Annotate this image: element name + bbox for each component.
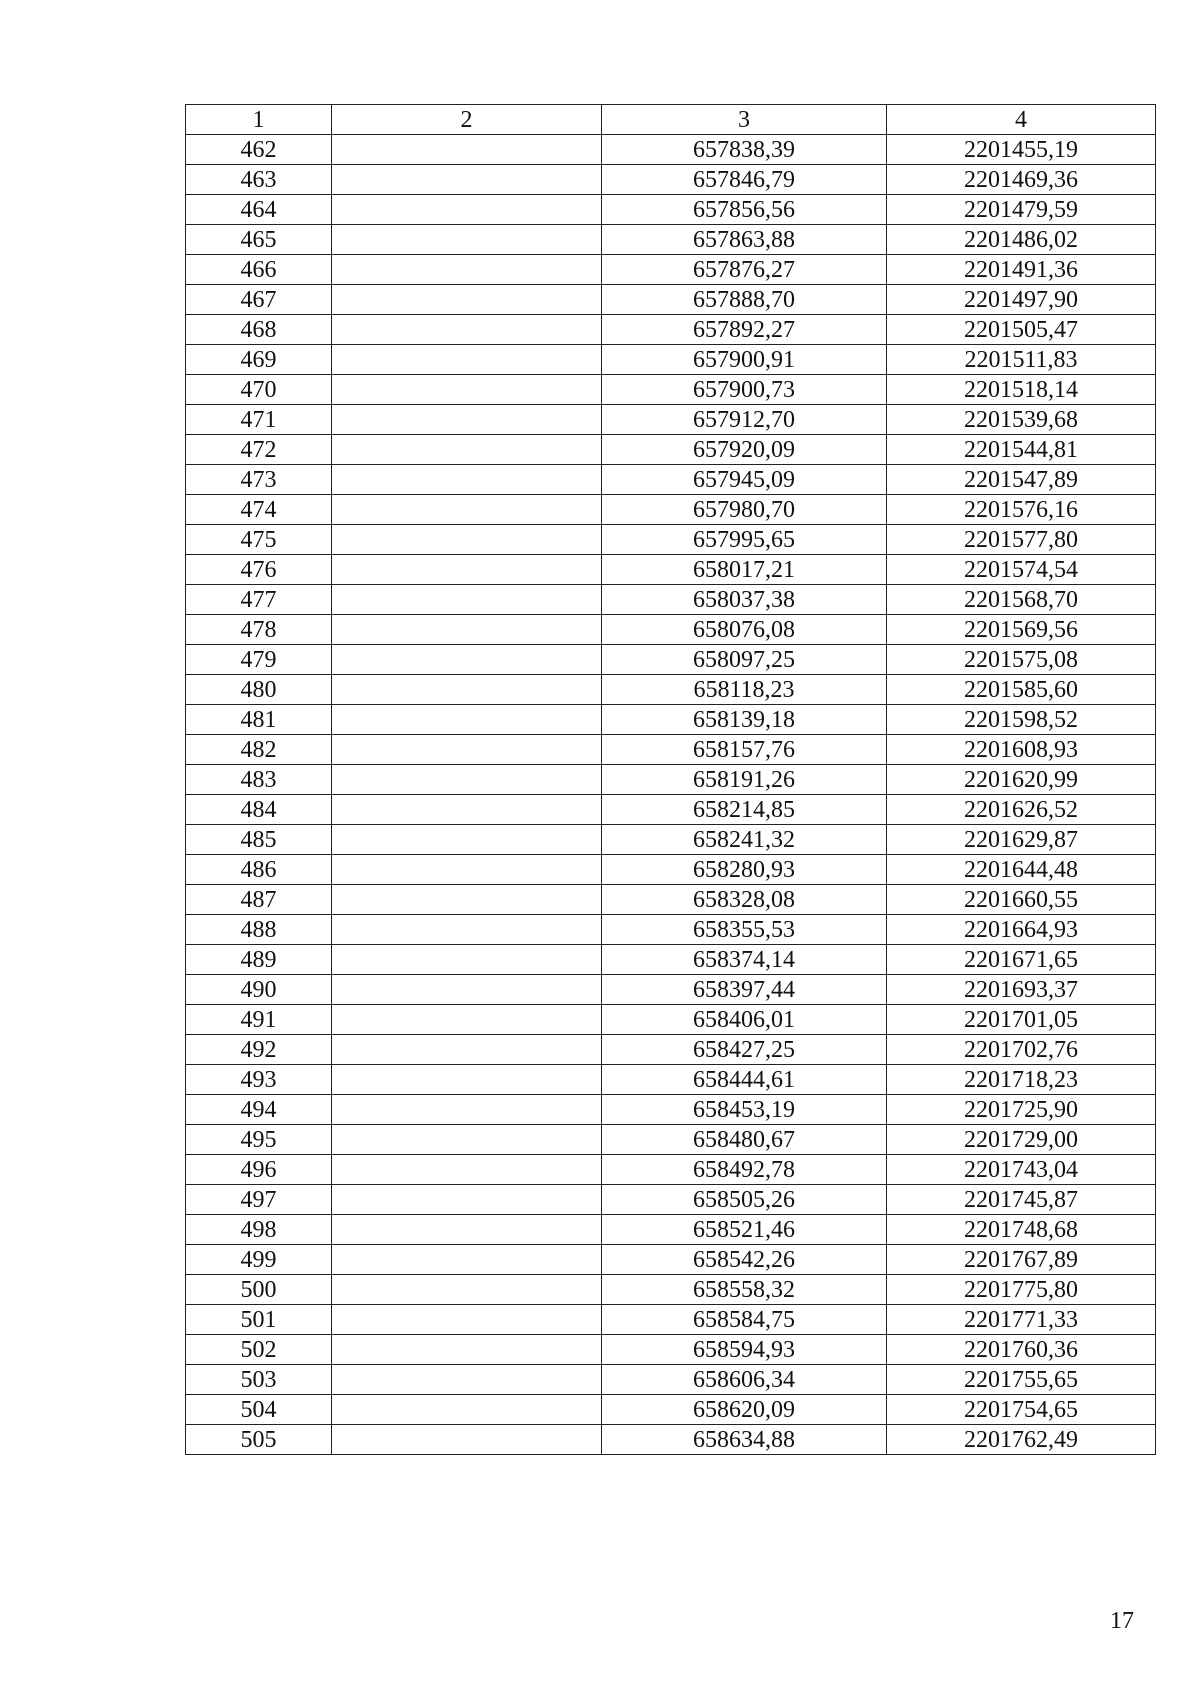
point-number-cell: 462 [186,135,332,165]
point-number-cell: 477 [186,585,332,615]
x-coordinate-cell: 657888,70 [602,285,887,315]
y-coordinate-cell: 2201755,65 [887,1365,1156,1395]
x-coordinate-cell: 657892,27 [602,315,887,345]
x-coordinate-cell: 658037,38 [602,585,887,615]
x-coordinate-cell: 657995,65 [602,525,887,555]
x-coordinate-cell: 658427,25 [602,1035,887,1065]
x-coordinate-cell: 658542,26 [602,1245,887,1275]
x-coordinate-cell: 658444,61 [602,1065,887,1095]
point-number-cell: 480 [186,675,332,705]
point-number-cell: 467 [186,285,332,315]
column-2-cell [332,1065,602,1095]
x-coordinate-cell: 658505,26 [602,1185,887,1215]
table-row [186,855,1156,885]
x-coordinate-cell: 658139,18 [602,705,887,735]
x-coordinate-cell: 658406,01 [602,1005,887,1035]
y-coordinate-cell: 2201547,89 [887,465,1156,495]
x-coordinate-cell: 658374,14 [602,945,887,975]
table-row [186,345,1156,375]
point-number-cell: 474 [186,495,332,525]
point-number-cell: 495 [186,1125,332,1155]
column-2-cell [332,885,602,915]
x-coordinate-cell: 657900,73 [602,375,887,405]
table-row [186,435,1156,465]
table-row [186,1275,1156,1305]
table-row [186,285,1156,315]
y-coordinate-cell: 2201743,04 [887,1155,1156,1185]
table-row [186,795,1156,825]
table-row [186,915,1156,945]
column-2-cell [332,555,602,585]
x-coordinate-cell: 658584,75 [602,1305,887,1335]
column-2-cell [332,495,602,525]
table-row [186,735,1156,765]
y-coordinate-cell: 2201486,02 [887,225,1156,255]
table-row [186,495,1156,525]
column-2-cell [332,1095,602,1125]
header-cell-column-2: 2 [332,105,602,135]
column-2-cell [332,945,602,975]
y-coordinate-cell: 2201745,87 [887,1185,1156,1215]
table-row [186,255,1156,285]
x-coordinate-cell: 658076,08 [602,615,887,645]
y-coordinate-cell: 2201608,93 [887,735,1156,765]
coordinates-table [185,104,1156,1455]
column-2-cell [332,585,602,615]
table-row [186,1065,1156,1095]
y-coordinate-cell: 2201620,99 [887,765,1156,795]
point-number-cell: 492 [186,1035,332,1065]
table-header [186,105,1156,135]
x-coordinate-cell: 658480,67 [602,1125,887,1155]
y-coordinate-cell: 2201455,19 [887,135,1156,165]
y-coordinate-cell: 2201701,05 [887,1005,1156,1035]
y-coordinate-cell: 2201762,49 [887,1425,1156,1455]
y-coordinate-cell: 2201585,60 [887,675,1156,705]
x-coordinate-cell: 658328,08 [602,885,887,915]
column-2-cell [332,1035,602,1065]
point-number-cell: 483 [186,765,332,795]
page-number: 17 [1110,1608,1134,1634]
column-2-cell [332,255,602,285]
y-coordinate-cell: 2201575,08 [887,645,1156,675]
x-coordinate-cell: 657846,79 [602,165,887,195]
point-number-cell: 505 [186,1425,332,1455]
y-coordinate-cell: 2201771,33 [887,1305,1156,1335]
table-row [186,825,1156,855]
table-row [186,675,1156,705]
x-coordinate-cell: 658397,44 [602,975,887,1005]
point-number-cell: 465 [186,225,332,255]
point-number-cell: 482 [186,735,332,765]
table-row [186,525,1156,555]
x-coordinate-cell: 658558,32 [602,1275,887,1305]
table-row [186,1125,1156,1155]
column-2-cell [332,435,602,465]
x-coordinate-cell: 658606,34 [602,1365,887,1395]
header-cell-y-coordinate: 4 [887,105,1156,135]
point-number-cell: 472 [186,435,332,465]
y-coordinate-cell: 2201629,87 [887,825,1156,855]
table-row [186,1005,1156,1035]
x-coordinate-cell: 658097,25 [602,645,887,675]
y-coordinate-cell: 2201725,90 [887,1095,1156,1125]
table-row [186,945,1156,975]
point-number-cell: 493 [186,1065,332,1095]
table-row [186,1035,1156,1065]
column-2-cell [332,1275,602,1305]
y-coordinate-cell: 2201539,68 [887,405,1156,435]
column-2-cell [332,525,602,555]
x-coordinate-cell: 657876,27 [602,255,887,285]
column-2-cell [332,1305,602,1335]
column-2-cell [332,1365,602,1395]
header-cell-point-number: 1 [186,105,332,135]
y-coordinate-cell: 2201693,37 [887,975,1156,1005]
point-number-cell: 466 [186,255,332,285]
column-2-cell [332,405,602,435]
point-number-cell: 501 [186,1305,332,1335]
point-number-cell: 490 [186,975,332,1005]
y-coordinate-cell: 2201511,83 [887,345,1156,375]
table-row [186,975,1156,1005]
x-coordinate-cell: 658214,85 [602,795,887,825]
y-coordinate-cell: 2201702,76 [887,1035,1156,1065]
x-coordinate-cell: 658241,32 [602,825,887,855]
table-row [186,645,1156,675]
y-coordinate-cell: 2201518,14 [887,375,1156,405]
x-coordinate-cell: 658017,21 [602,555,887,585]
point-number-cell: 491 [186,1005,332,1035]
y-coordinate-cell: 2201729,00 [887,1125,1156,1155]
table-row [186,1425,1156,1455]
y-coordinate-cell: 2201754,65 [887,1395,1156,1425]
x-coordinate-cell: 658594,93 [602,1335,887,1365]
table-row [186,1305,1156,1335]
point-number-cell: 489 [186,945,332,975]
x-coordinate-cell: 658453,19 [602,1095,887,1125]
y-coordinate-cell: 2201664,93 [887,915,1156,945]
column-2-cell [332,1155,602,1185]
table-row [186,585,1156,615]
table-row [186,1185,1156,1215]
y-coordinate-cell: 2201574,54 [887,555,1156,585]
column-2-cell [332,855,602,885]
column-2-cell [332,465,602,495]
point-number-cell: 476 [186,555,332,585]
column-2-cell [332,1425,602,1455]
y-coordinate-cell: 2201469,36 [887,165,1156,195]
column-2-cell [332,195,602,225]
table-row [186,765,1156,795]
x-coordinate-cell: 658191,26 [602,765,887,795]
table-row [186,705,1156,735]
table-row [186,315,1156,345]
table-row [186,135,1156,165]
table-row [186,1095,1156,1125]
y-coordinate-cell: 2201505,47 [887,315,1156,345]
column-2-cell [332,795,602,825]
y-coordinate-cell: 2201544,81 [887,435,1156,465]
x-coordinate-cell: 658280,93 [602,855,887,885]
column-2-cell [332,345,602,375]
table-row [186,375,1156,405]
header-cell-x-coordinate: 3 [602,105,887,135]
point-number-cell: 488 [186,915,332,945]
y-coordinate-cell: 2201775,80 [887,1275,1156,1305]
y-coordinate-cell: 2201767,89 [887,1245,1156,1275]
x-coordinate-cell: 657856,56 [602,195,887,225]
column-2-cell [332,975,602,1005]
table-row [186,465,1156,495]
y-coordinate-cell: 2201626,52 [887,795,1156,825]
x-coordinate-cell: 658634,88 [602,1425,887,1455]
column-2-cell [332,675,602,705]
y-coordinate-cell: 2201760,36 [887,1335,1156,1365]
column-2-cell [332,615,602,645]
x-coordinate-cell: 657900,91 [602,345,887,375]
point-number-cell: 496 [186,1155,332,1185]
point-number-cell: 487 [186,885,332,915]
column-2-cell [332,225,602,255]
point-number-cell: 499 [186,1245,332,1275]
point-number-cell: 473 [186,465,332,495]
y-coordinate-cell: 2201748,68 [887,1215,1156,1245]
point-number-cell: 463 [186,165,332,195]
column-2-cell [332,765,602,795]
table-row [186,885,1156,915]
table-row [186,1245,1156,1275]
point-number-cell: 475 [186,525,332,555]
y-coordinate-cell: 2201598,52 [887,705,1156,735]
column-2-cell [332,135,602,165]
y-coordinate-cell: 2201497,90 [887,285,1156,315]
column-2-cell [332,1005,602,1035]
x-coordinate-cell: 658492,78 [602,1155,887,1185]
point-number-cell: 470 [186,375,332,405]
column-2-cell [332,825,602,855]
y-coordinate-cell: 2201577,80 [887,525,1156,555]
point-number-cell: 498 [186,1215,332,1245]
y-coordinate-cell: 2201644,48 [887,855,1156,885]
column-2-cell [332,1125,602,1155]
point-number-cell: 468 [186,315,332,345]
header-row [186,105,1156,135]
x-coordinate-cell: 658521,46 [602,1215,887,1245]
point-number-cell: 497 [186,1185,332,1215]
y-coordinate-cell: 2201576,16 [887,495,1156,525]
table-row [186,405,1156,435]
y-coordinate-cell: 2201491,36 [887,255,1156,285]
y-coordinate-cell: 2201568,70 [887,585,1156,615]
column-2-cell [332,915,602,945]
x-coordinate-cell: 658157,76 [602,735,887,765]
x-coordinate-cell: 657863,88 [602,225,887,255]
column-2-cell [332,735,602,765]
point-number-cell: 484 [186,795,332,825]
point-number-cell: 471 [186,405,332,435]
x-coordinate-cell: 658620,09 [602,1395,887,1425]
point-number-cell: 503 [186,1365,332,1395]
y-coordinate-cell: 2201479,59 [887,195,1156,225]
y-coordinate-cell: 2201569,56 [887,615,1156,645]
point-number-cell: 494 [186,1095,332,1125]
table-row [186,1335,1156,1365]
table-row [186,1155,1156,1185]
column-2-cell [332,1185,602,1215]
x-coordinate-cell: 658118,23 [602,675,887,705]
column-2-cell [332,1395,602,1425]
point-number-cell: 502 [186,1335,332,1365]
column-2-cell [332,1245,602,1275]
table-row [186,165,1156,195]
column-2-cell [332,645,602,675]
table-row [186,225,1156,255]
x-coordinate-cell: 658355,53 [602,915,887,945]
column-2-cell [332,375,602,405]
x-coordinate-cell: 657920,09 [602,435,887,465]
y-coordinate-cell: 2201671,65 [887,945,1156,975]
column-2-cell [332,1215,602,1245]
x-coordinate-cell: 657980,70 [602,495,887,525]
column-2-cell [332,1335,602,1365]
point-number-cell: 500 [186,1275,332,1305]
x-coordinate-cell: 657838,39 [602,135,887,165]
point-number-cell: 504 [186,1395,332,1425]
table-row [186,555,1156,585]
column-2-cell [332,315,602,345]
table-row [186,195,1156,225]
column-2-cell [332,165,602,195]
column-2-cell [332,285,602,315]
table-row [186,1215,1156,1245]
y-coordinate-cell: 2201660,55 [887,885,1156,915]
column-2-cell [332,705,602,735]
point-number-cell: 479 [186,645,332,675]
point-number-cell: 485 [186,825,332,855]
table-body [186,135,1156,1455]
x-coordinate-cell: 657912,70 [602,405,887,435]
point-number-cell: 469 [186,345,332,375]
point-number-cell: 464 [186,195,332,225]
point-number-cell: 481 [186,705,332,735]
point-number-cell: 486 [186,855,332,885]
x-coordinate-cell: 657945,09 [602,465,887,495]
table-row [186,1395,1156,1425]
table-row [186,615,1156,645]
y-coordinate-cell: 2201718,23 [887,1065,1156,1095]
table-row [186,1365,1156,1395]
point-number-cell: 478 [186,615,332,645]
